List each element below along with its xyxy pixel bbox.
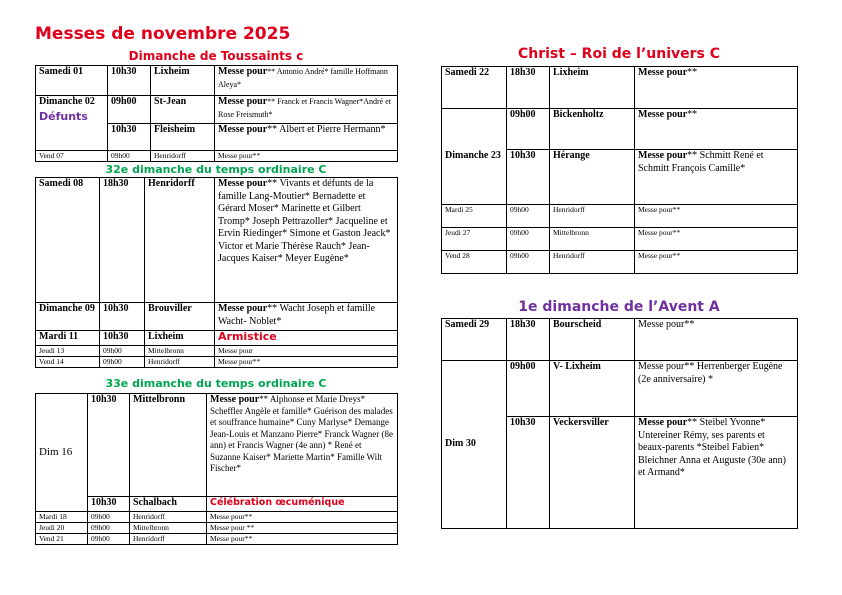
day-cell: Vend 28 <box>442 251 507 274</box>
time-cell: 09h00 <box>88 512 130 523</box>
section-toussaint-heading: Dimanche de Toussaints c <box>128 49 304 63</box>
place-cell: Lixheim <box>550 67 635 109</box>
time-cell: 18h30 <box>507 67 550 109</box>
time-cell: 09h00 <box>507 228 550 251</box>
time-cell: 10h30 <box>100 303 145 331</box>
table-row <box>36 357 398 368</box>
place-cell: Henridorff <box>145 178 215 303</box>
intention-cell: Messe pour** Albert et Pierre Hermann* <box>215 124 398 151</box>
table-row <box>36 346 398 357</box>
intention-cell: Messe pour** <box>207 534 398 545</box>
intention-cell: Messe pour** <box>635 205 798 228</box>
place-cell: Mittelbronn <box>130 523 207 534</box>
table-row <box>36 151 398 162</box>
table-row <box>36 497 398 512</box>
table-33-dimanche <box>35 393 398 545</box>
time-cell: 09h00 <box>88 523 130 534</box>
table-row <box>36 523 398 534</box>
day-cell: Samedi 08 <box>36 178 100 303</box>
time-cell: 09h00 <box>108 151 151 162</box>
time-cell: 09h00 <box>507 109 550 150</box>
day-cell: Jeudi 13 <box>36 346 100 357</box>
table-row <box>36 96 398 124</box>
table-row <box>442 228 798 251</box>
section-christ-roi-heading: Christ – Roi de l’univers C <box>517 46 721 62</box>
time-cell: 09h00 <box>507 361 550 417</box>
day-cell: Samedi 22 <box>442 67 507 109</box>
time-cell: 09h00 <box>507 205 550 228</box>
section-avent-heading: 1e dimanche de l’Avent A <box>518 299 720 315</box>
place-cell: Veckersviller <box>550 417 635 529</box>
place-cell: Henridorff <box>130 534 207 545</box>
intention-cell: Messe pour** <box>207 512 398 523</box>
table-row <box>36 331 398 346</box>
place-cell: Brouviller <box>145 303 215 331</box>
day-cell: Mardi 18 <box>36 512 88 523</box>
time-cell: 10h30 <box>88 497 130 512</box>
intention-cell: Messe pour** <box>215 151 398 162</box>
place-cell: Henridorff <box>550 205 635 228</box>
intention-cell: Messe pour <box>215 346 398 357</box>
time-cell: 18h30 <box>507 319 550 361</box>
time-cell: 10h30 <box>507 150 550 205</box>
intention-cell: Messe pour** Steibel Yvonne* Untereiner Rémy, ses parents et beaux-parents *Steibel Fabien* Bleichner Anna et Auguste (30e ann) et Armand* <box>635 417 798 529</box>
intention-cell: Messe pour** Antonio André* famille Hoffmann Aleya* <box>215 66 398 96</box>
table-row <box>442 109 798 150</box>
day-cell: Mardi 11 <box>36 331 100 346</box>
intention-cell: Messe pour** <box>635 228 798 251</box>
place-cell: Hérange <box>550 150 635 205</box>
time-cell: 10h30 <box>88 394 130 497</box>
table-row <box>442 205 798 228</box>
time-cell: 09h00 <box>100 346 145 357</box>
intention-cell: Messe pour ** <box>207 523 398 534</box>
day-cell: Dimanche 09 <box>36 303 100 331</box>
day-cell: Vend 07 <box>36 151 108 162</box>
time-cell: 10h30 <box>100 331 145 346</box>
time-cell: 09h00 <box>88 534 130 545</box>
place-cell: Bickenholtz <box>550 109 635 150</box>
place-cell: V- Lixheim <box>550 361 635 417</box>
intention-cell: Messe pour** Schmitt René et Schmitt François Camille* <box>635 150 798 205</box>
day-cell: Jeudi 20 <box>36 523 88 534</box>
day-cell: Dimanche 23 <box>442 109 507 205</box>
table-avent <box>441 318 798 529</box>
day-cell: Dimanche 02 Défunts <box>36 96 108 151</box>
place-cell: Fleisheim <box>151 124 215 151</box>
table-32-dimanche <box>35 177 398 368</box>
section-32-heading: 32e dimanche du temps ordinaire C <box>105 163 327 176</box>
defunts-label: Défunts <box>39 109 88 123</box>
table-christ-roi <box>441 66 798 274</box>
day-cell: Vend 14 <box>36 357 100 368</box>
intention-cell: Messe pour** Vivants et défunts de la famille Lang-Moutier* Bernadette et Gérard Moser* Marinette et Gilbert Tromp* Joseph Pettrazoller* Jacqueline et Ervin Riedinger* Simone et Gaston Jeack* Victor et Marie Thérèse Rauch* Jean-Jacques Kaiser* Meyer Eugène* <box>215 178 398 303</box>
table-row <box>442 67 798 109</box>
time-cell: 09h00 <box>100 357 145 368</box>
intention-cell: Messe pour** <box>635 109 798 150</box>
day-cell: Mardi 25 <box>442 205 507 228</box>
day-cell: Samedi 29 <box>442 319 507 361</box>
place-cell: Henridorff <box>151 151 215 162</box>
place-cell: Lixheim <box>145 331 215 346</box>
intention-cell: Messe pour** <box>635 251 798 274</box>
day-cell: Jeudi 27 <box>442 228 507 251</box>
section-33-heading: 33e dimanche du temps ordinaire C <box>105 377 327 390</box>
armistice-label: Armistice <box>215 331 398 346</box>
table-toussaint <box>35 65 398 162</box>
place-cell: Mittelbronn <box>550 228 635 251</box>
table-row <box>36 394 398 497</box>
oecumenique-label: Célébration œcuménique <box>207 497 398 512</box>
place-cell: Bourscheid <box>550 319 635 361</box>
place-cell: Henridorff <box>130 512 207 523</box>
intention-cell: Messe pour** <box>635 319 798 361</box>
time-cell: 09h00 <box>507 251 550 274</box>
place-cell: Mittelbronn <box>130 394 207 497</box>
day-cell: Dim 30 <box>442 361 507 529</box>
intention-cell: Messe pour** Franck et Francis Wagner*André et Rose Freismuth* <box>215 96 398 124</box>
place-cell: St-Jean <box>151 96 215 124</box>
table-row <box>36 303 398 331</box>
place-cell: Lixheim <box>151 66 215 96</box>
intention-cell: Messe pour** <box>635 67 798 109</box>
time-cell: 18h30 <box>100 178 145 303</box>
day-cell: Dim 16 <box>36 394 88 512</box>
time-cell: 10h30 <box>108 66 151 96</box>
intention-cell: Messe pour** Alphonse et Marie Dreys* Scheffler Angèle et famille* Guérison des malades et souffrance humaine* Cuny Marlyse* Demange Jean-Louis et Manzano Pierre* Franck Wagner (8e ann) et Francis Wagner (4e ann) * René et Suzanne Kaiser* Mariette Martin* Famille Wilt Fischer* <box>207 394 398 497</box>
table-row <box>36 512 398 523</box>
table-row <box>442 251 798 274</box>
table-row <box>442 361 798 417</box>
intention-cell: Messe pour** Wacht Joseph et famille Wacht- Noblet* <box>215 303 398 331</box>
place-cell: Schalbach <box>130 497 207 512</box>
table-row <box>36 178 398 303</box>
day-cell: Samedi 01 <box>36 66 108 96</box>
place-cell: Henridorff <box>550 251 635 274</box>
time-cell: 10h30 <box>507 417 550 529</box>
time-cell: 09h00 <box>108 96 151 124</box>
intention-cell: Messe pour** Herrenberger Eugène (2e anniversaire) * <box>635 361 798 417</box>
table-row <box>442 319 798 361</box>
place-cell: Henridorff <box>145 357 215 368</box>
place-cell: Mittelbronn <box>145 346 215 357</box>
table-row <box>36 534 398 545</box>
table-row <box>36 66 398 96</box>
time-cell: 10h30 <box>108 124 151 151</box>
page-title: Messes de novembre 2025 <box>35 24 291 44</box>
intention-cell: Messe pour** <box>215 357 398 368</box>
day-cell: Vend 21 <box>36 534 88 545</box>
